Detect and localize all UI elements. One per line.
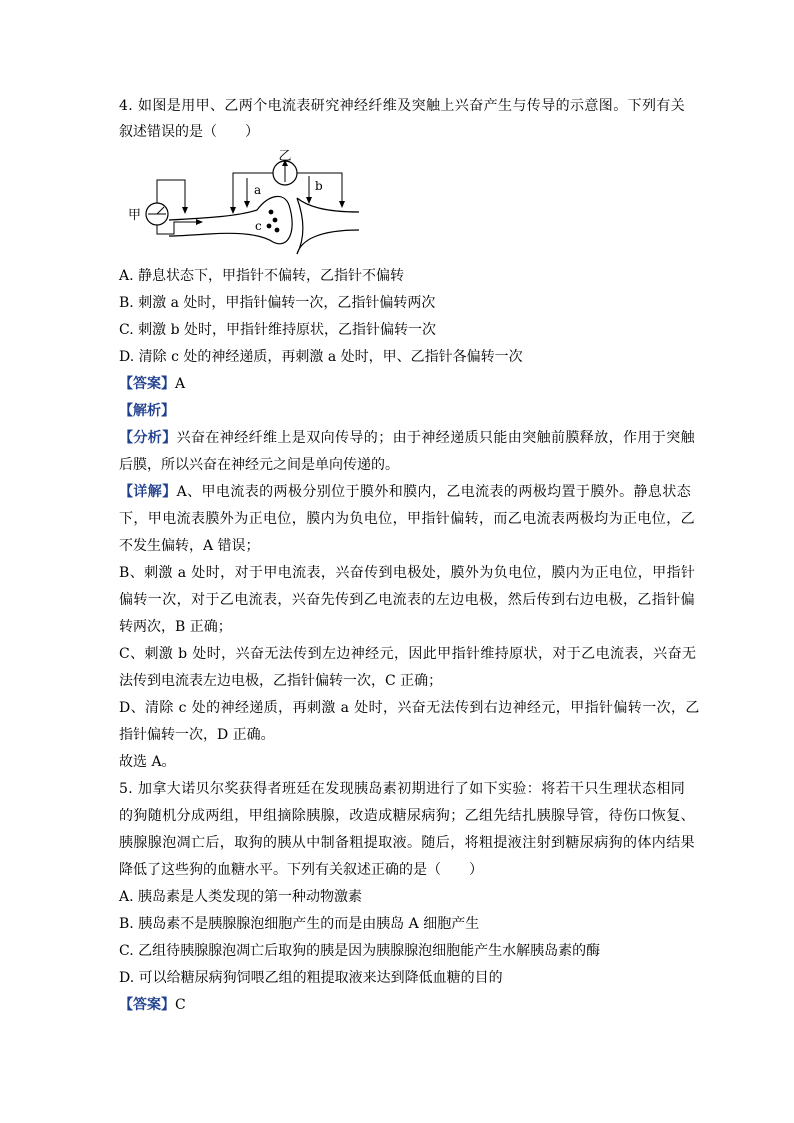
q5-option-c: C. 乙组待胰腺腺泡凋亡后取狗的胰是因为胰腺腺泡细胞能产生水解胰岛素的酶 — [119, 943, 601, 959]
q4-explain-line: 指针偏转一次，D 正确。 — [119, 727, 275, 743]
q4-explain-line: B、刺激 a 处时，对于甲电流表，兴奋传到电极处，膜外为负电位，膜内为正电位，甲指针 — [119, 565, 696, 581]
q4-explain-line: 法传到电流表左边电极，乙指针偏转一次，C 正确； — [119, 673, 443, 689]
q4-option-a: A. 静息状态下，甲指针不偏转，乙指针不偏转 — [119, 268, 405, 284]
q4-xiangjie-line1: 【详解】A、甲电流表的两极分别位于膜外和膜内，乙电流表的两极均置于膜外。静息状态 — [119, 484, 692, 500]
label-a: a — [254, 183, 262, 197]
q4-explain-line: 不发生偏转，A 错误； — [119, 538, 260, 554]
q5-stem-line: 降低了这些狗的血糖水平。下列有关叙述正确的是（ ） — [119, 862, 483, 878]
answer-tag: 【答案】 — [119, 376, 175, 392]
q4-option-b: B. 刺激 a 处时，甲指针偏转一次，乙指针偏转两次 — [119, 295, 436, 311]
q4-stem-line1: 4. 如图是用甲、乙两个电流表研究神经纤维及突触上兴奋产生与传导的示意图。下列有关 — [119, 98, 686, 114]
q4-conclusion: 故选 A。 — [119, 754, 176, 770]
answer-value: A — [175, 376, 186, 392]
label-jia: 甲 — [127, 208, 141, 223]
q5-option-b: B. 胰岛素不是胰腺腺泡细胞产生的而是由胰岛 A 细胞产生 — [119, 916, 480, 932]
q4-option-d: D. 清除 c 处的神经递质，再刺激 a 处时，甲、乙指针各偏转一次 — [119, 349, 523, 365]
answer-tag: 【答案】 — [119, 997, 175, 1013]
q4-explain-line: 下，甲电流表膜外为正电位，膜内为负电位，甲指针偏转，而乙电流表两极均为正电位，乙 — [119, 511, 695, 527]
q4-fenxi-line2: 后膜，所以兴奋在神经元之间是单向传递的。 — [119, 457, 399, 473]
q4-answer — [119, 374, 185, 394]
q4-fenxi-line1: 【分析】兴奋在神经纤维上是双向传导的；由于神经递质只能由突触前膜释放，作用于突触 — [119, 430, 696, 446]
q4-analysis-tag: 【解析】 — [119, 403, 175, 419]
q4-explain-line: 偏转一次，对于乙电流表，兴奋先传到乙电流表的左边电极，然后传到右边电极，乙指针偏 — [119, 592, 695, 608]
q5-option-a: A. 胰岛素是人类发现的第一种动物激素 — [119, 889, 363, 905]
q5-stem-line: 5. 加拿大诺贝尔奖获得者班廷在发现胰岛素初期进行了如下实验：将若干只生理状态相同 — [119, 781, 686, 797]
q5-option-d: D. 可以给糖尿病狗饲喂乙组的粗提取液来达到降低血糖的目的 — [119, 970, 503, 986]
q5-stem-line: 的狗随机分成两组，甲组摘除胰腺，改造成糖尿病狗；乙组先结扎胰腺导管，待伤口恢复、 — [119, 808, 695, 824]
label-yi: 乙 — [278, 150, 292, 164]
nerve-synapse-diagram — [119, 150, 369, 260]
q4-explain-line: C、刺激 b 处时，兴奋无法传到左边神经元，因此甲指针维持原状，对于乙电流表，兴奋无 — [119, 646, 697, 662]
q4-explain-line: 转两次，B 正确； — [119, 619, 232, 635]
q5-answer — [119, 995, 186, 1015]
q5-stem-line: 胰腺腺泡凋亡后，取狗的胰从中制备粗提取液。随后，将粗提液注射到糖尿病狗的体内结果 — [119, 835, 695, 851]
q4-option-c: C. 刺激 b 处时，甲指针维持原状，乙指针偏转一次 — [119, 322, 436, 338]
label-b: b — [315, 179, 323, 193]
label-c: c — [255, 219, 262, 233]
q4-explain-line: D、清除 c 处的神经递质，再刺激 a 处时，兴奋无法传到右边神经元，甲指针偏转一次，乙 — [119, 700, 700, 716]
q4-stem-line2: 叙述错误的是（ ） — [119, 124, 259, 140]
answer-value: C — [175, 997, 186, 1013]
